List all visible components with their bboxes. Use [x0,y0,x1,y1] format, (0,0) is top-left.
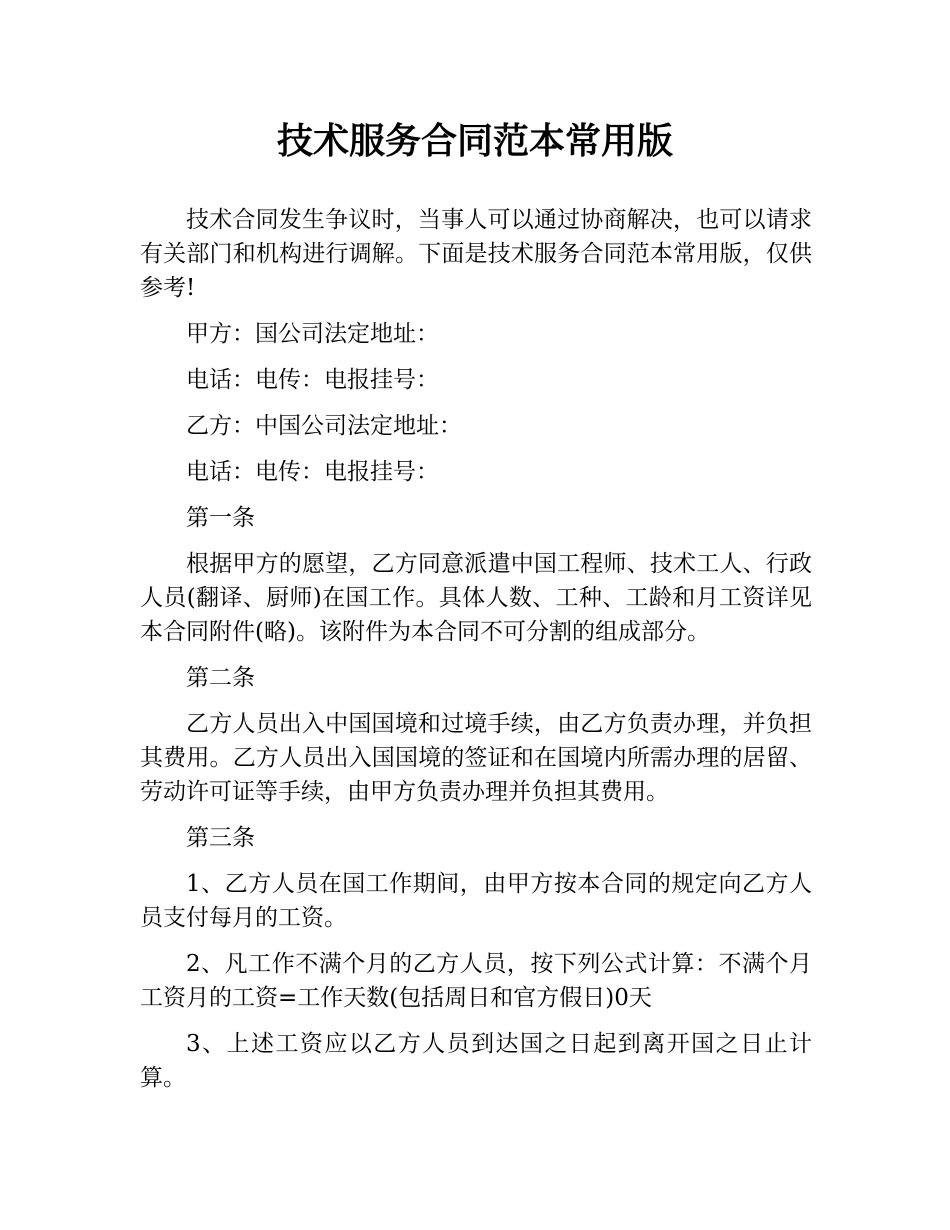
article-body: 乙方人员出入中国国境和过境手续，由乙方负责办理，并负担其费用。乙方人员出入国国境的签证和在国境内所需办理的居留、劳动许可证等手续，由甲方负责办理并负担其费用。 [140,711,812,805]
paragraph-party-a: 甲方：国公司法定地址： [186,321,439,347]
paragraph-party-b: 乙方：中国公司法定地址： [186,413,462,439]
article-clause: 2、凡工作不满个月的乙方人员，按下列公式计算：不满个月工资月的工资=工作天数(包括周日和官方假日)0天 [140,951,812,1011]
article-clause: 1、乙方人员在国工作期间，由甲方按本合同的规定向乙方人员支付每月的工资。 [140,871,812,931]
article-body: 根据甲方的愿望，乙方同意派遣中国工程师、技术工人、行政人员(翻译、厨师)在国工作。具体人数、工种、工龄和月工资详见本合同附件(略)。该附件为本合同不可分割的组成部分。 [140,551,812,645]
document-title: 技术服务合同范本常用版 [276,121,673,162]
article-heading: 第三条 [186,825,255,851]
paragraph-intro: 技术合同发生争议时，当事人可以通过协商解决，也可以请求有关部门和机构进行调解。下面是技术服务合同范本常用版，仅供参考! [140,207,812,301]
article-clause: 3、上述工资应以乙方人员到达国之日起到离开国之日止计算。 [140,1031,812,1091]
paragraph-party-b-contact: 电话：电传：电报挂号： [186,459,439,485]
paragraph-party-a-contact: 电话：电传：电报挂号： [186,367,439,393]
article-heading: 第二条 [186,665,255,691]
document-body [140,203,812,1107]
article-heading: 第一条 [186,505,255,531]
